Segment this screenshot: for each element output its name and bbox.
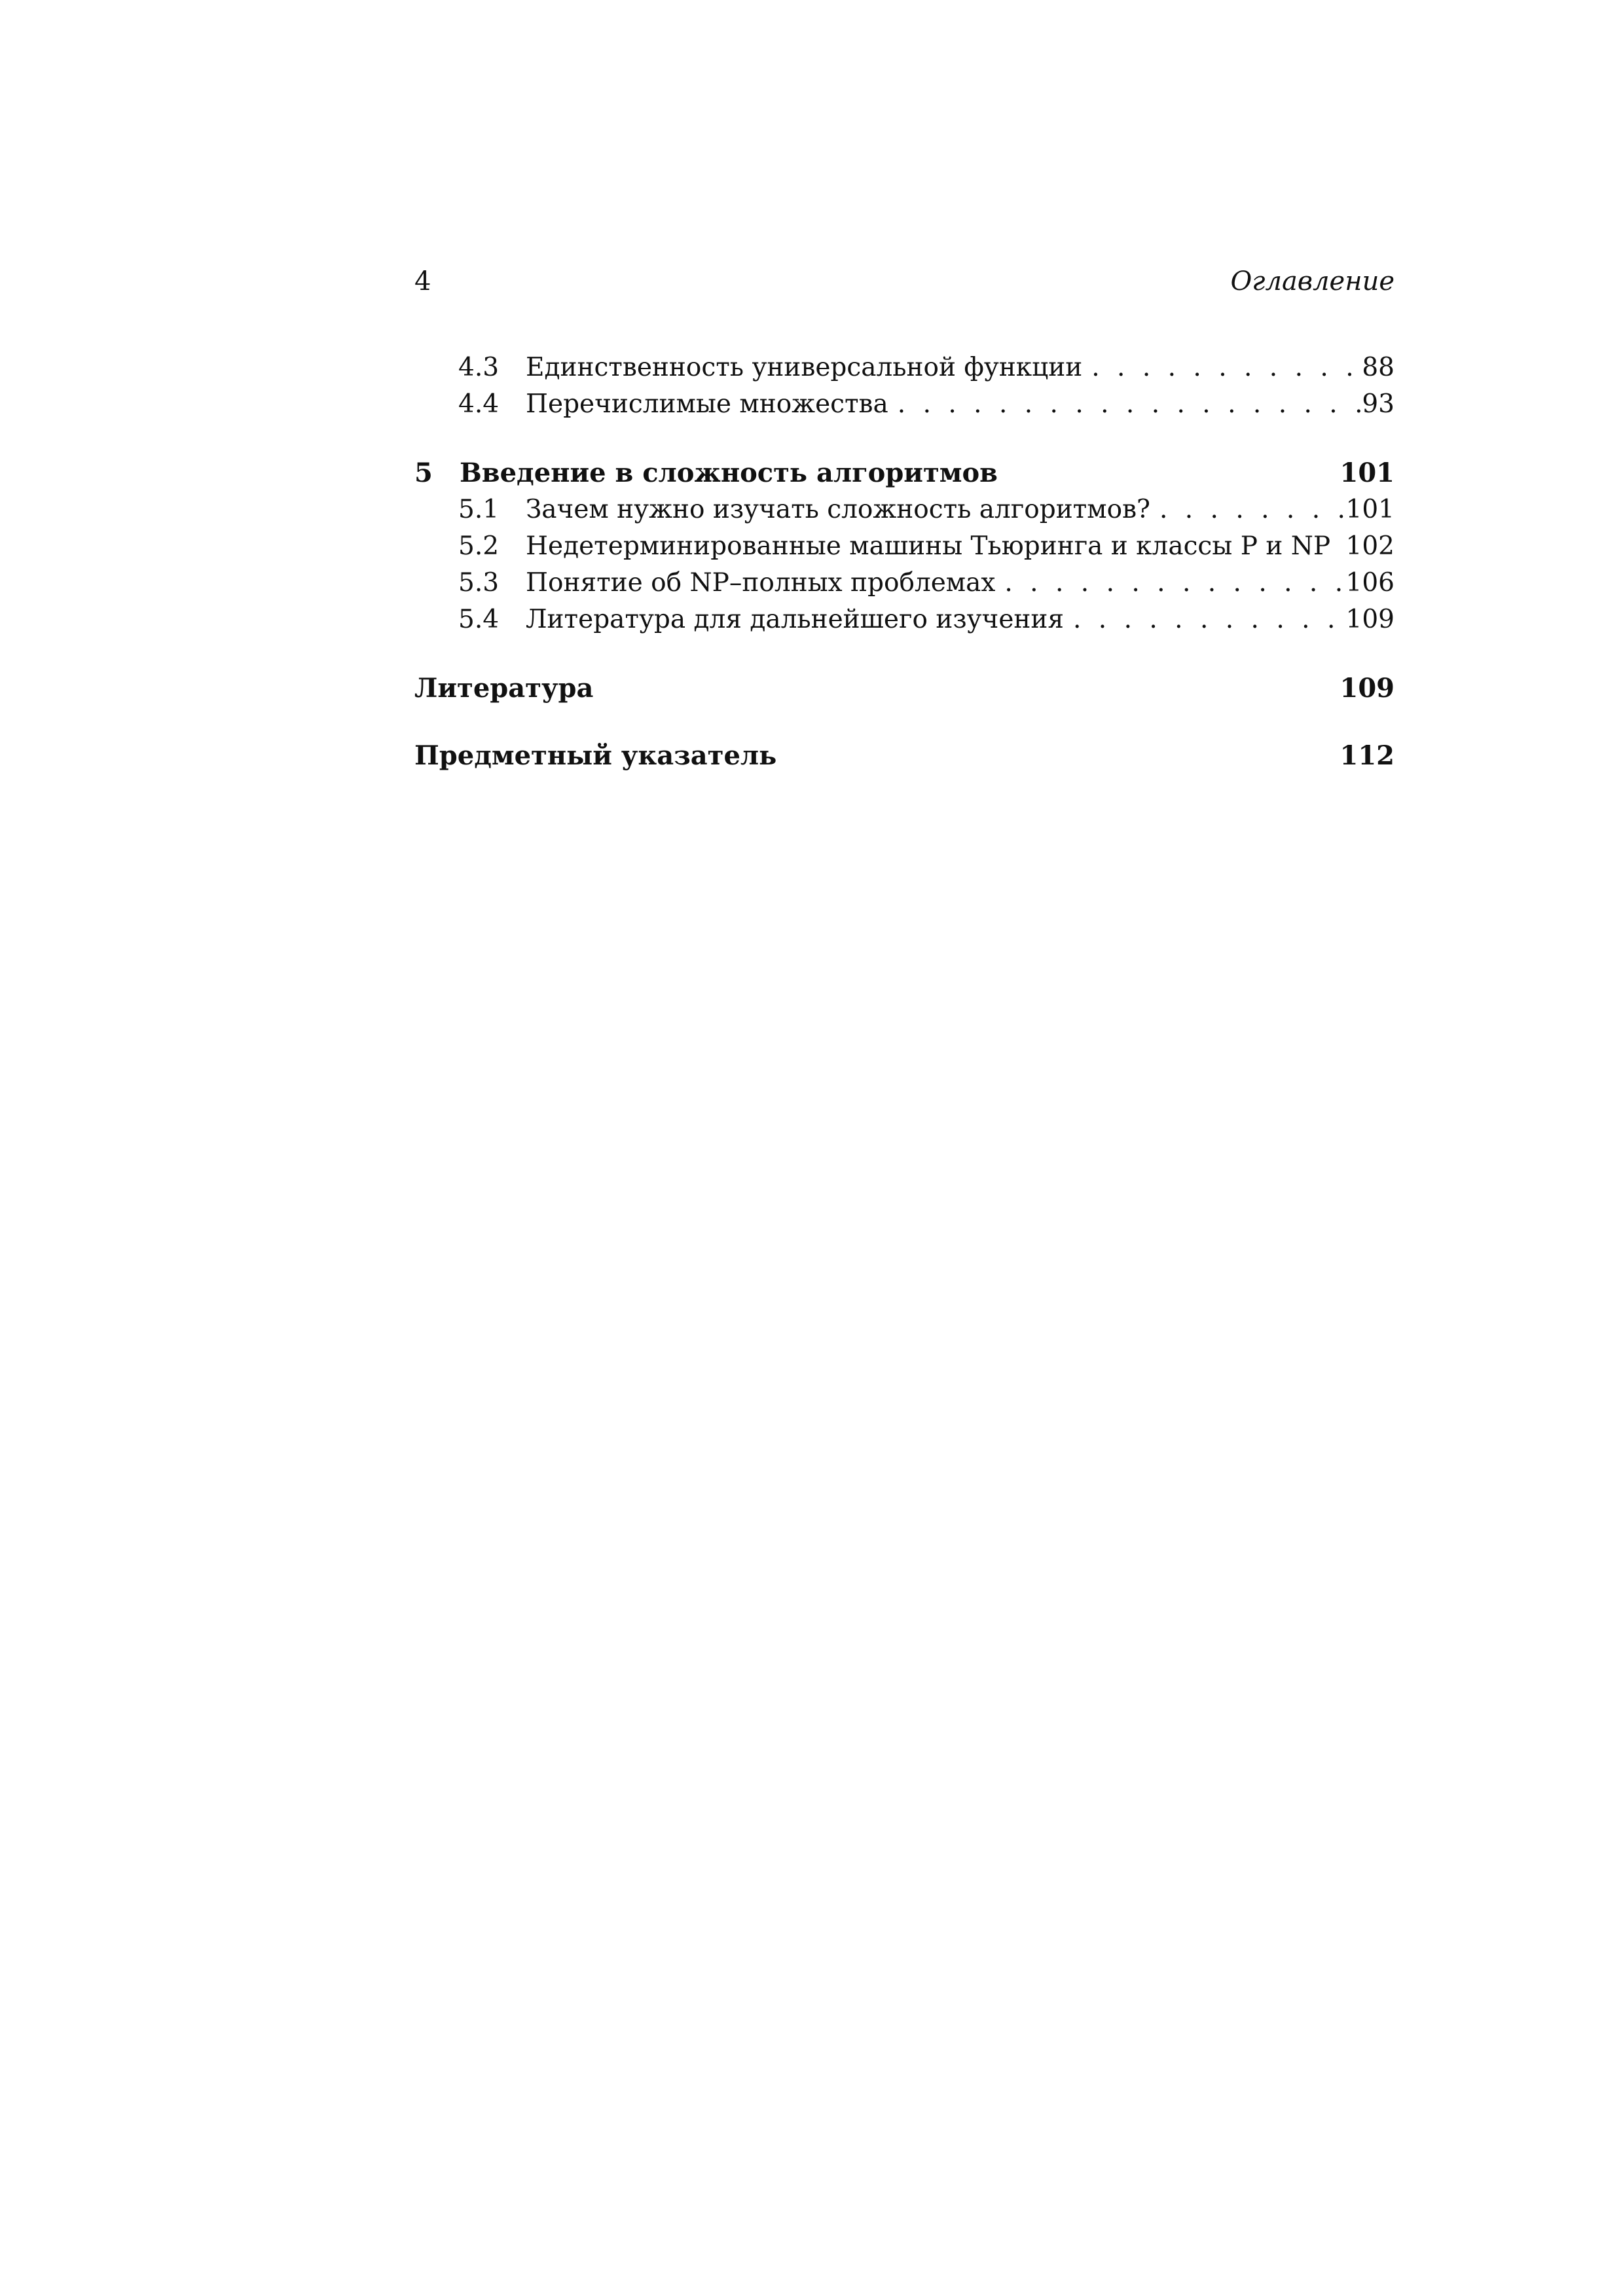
toc-page: 88 [1362, 353, 1395, 382]
toc-chapter-title: Введение в сложность алгоритмов [460, 457, 998, 488]
toc-page: 109 [1345, 605, 1395, 634]
toc-chapter-title: Литература [414, 673, 594, 704]
toc-number: 5.3 [458, 568, 500, 598]
dot-leader [1150, 492, 1346, 528]
toc-literature[interactable] [414, 670, 1395, 707]
toc-title: Литература для дальнейшего изучения [526, 605, 1064, 634]
toc-entry-5-3[interactable] [414, 565, 1395, 601]
toc-entry-body [526, 565, 1395, 601]
toc-chapter-number: 5 [414, 457, 433, 488]
dot-leader [888, 386, 1362, 423]
toc-page: 102 [1345, 531, 1395, 561]
toc-number: 5.1 [458, 495, 500, 524]
toc-title: Зачем нужно изучать сложность алгоритмов? [526, 495, 1150, 524]
toc-title: Перечислимые множества [526, 389, 888, 419]
toc-entry-body [414, 670, 1395, 707]
toc-entry-body [414, 738, 1395, 774]
dot-leader [1064, 601, 1346, 638]
toc-number: 5.4 [458, 605, 500, 634]
toc-subject-index[interactable] [414, 738, 1395, 774]
toc-title: Понятие об NP–полных проблемах [526, 568, 996, 598]
toc-number: 4.4 [458, 389, 500, 419]
toc-page: 101 [1345, 495, 1395, 524]
toc-entry-4-4[interactable] [414, 386, 1395, 423]
toc-page: 106 [1345, 568, 1395, 598]
toc-entry-body [526, 601, 1395, 638]
toc-page: 101 [1340, 457, 1395, 488]
toc-entry-body [526, 386, 1395, 423]
page-number: 4 [414, 266, 431, 296]
running-head [414, 266, 1395, 306]
toc-title: Недетерминированные машины Тьюринга и классы P и NP [526, 531, 1331, 561]
toc-entry-5-1[interactable] [414, 492, 1395, 528]
running-title: Оглавление [1230, 266, 1395, 296]
toc-entry-5-2[interactable] [414, 528, 1395, 565]
toc-chapter-5[interactable] [414, 455, 1395, 492]
toc-page: 109 [1340, 673, 1395, 704]
toc-entry-body [526, 350, 1395, 386]
toc-page: 93 [1362, 389, 1395, 419]
toc-entry-5-4[interactable] [414, 601, 1395, 638]
toc-page: 112 [1340, 740, 1395, 771]
toc-entry-body [526, 492, 1395, 528]
dot-leader [1082, 350, 1362, 386]
document-page [414, 0, 1395, 2296]
dot-leader [995, 565, 1345, 601]
toc-chapter-title: Предметный указатель [414, 740, 777, 771]
toc-title: Единственность универсальной функции [526, 353, 1083, 382]
toc-entry-4-3[interactable] [414, 350, 1395, 386]
toc-entry-body [526, 528, 1395, 565]
toc-number: 5.2 [458, 531, 500, 561]
toc-number: 4.3 [458, 353, 500, 382]
toc-entry-body [460, 455, 1395, 492]
